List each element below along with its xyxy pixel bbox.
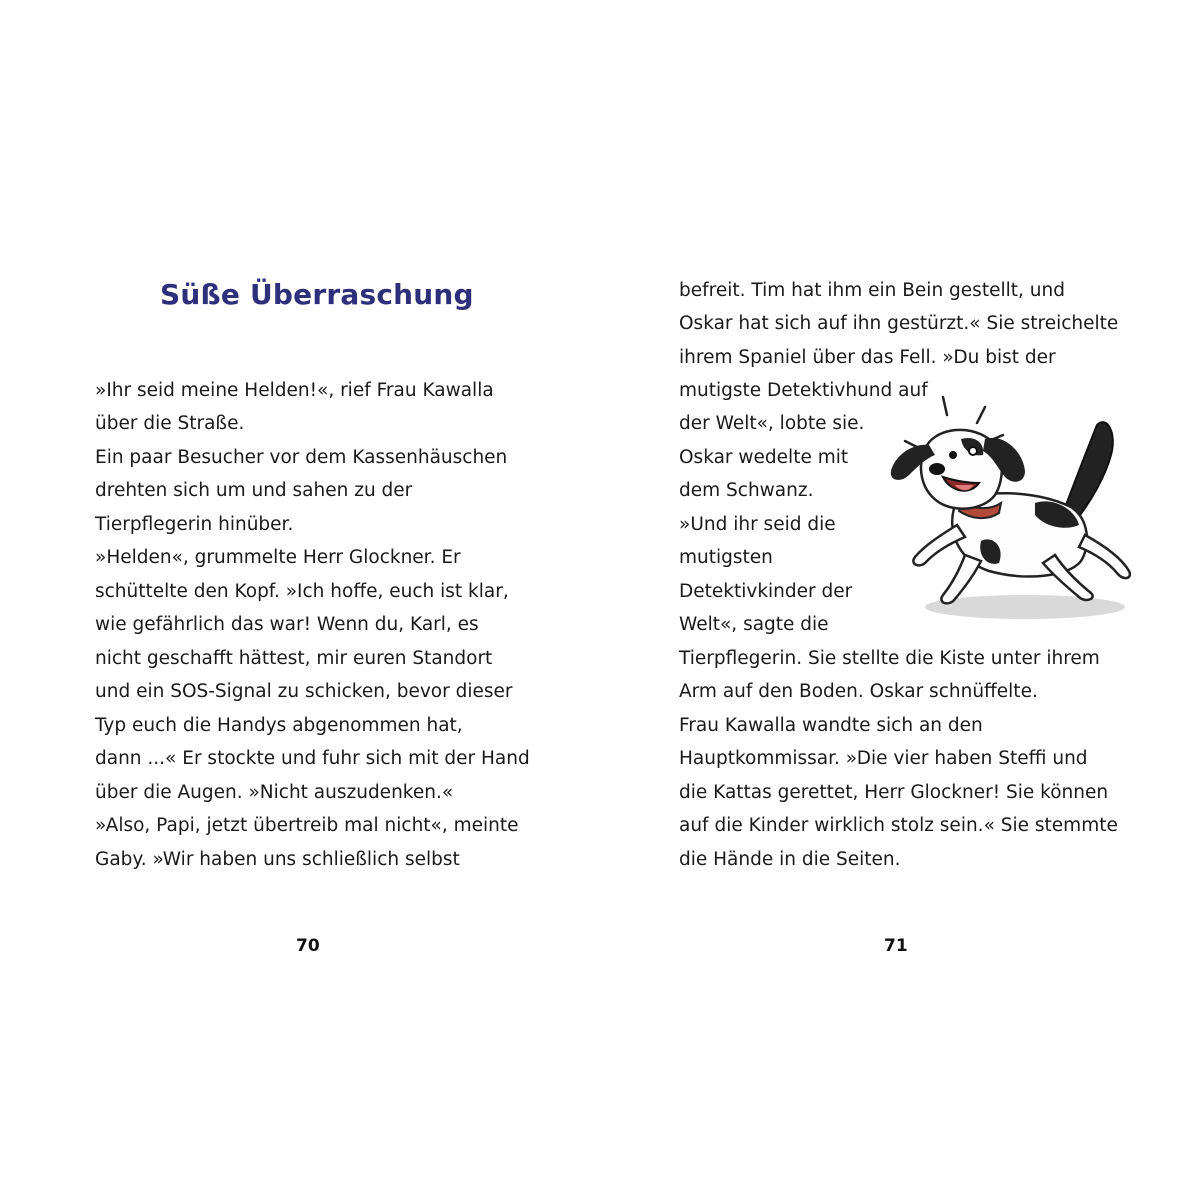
text-line: Tierpflegerin hinüber. <box>95 514 294 535</box>
text-line: dem Schwanz. <box>679 480 814 501</box>
text-line: Ein paar Besucher vor dem Kassenhäuschen <box>95 447 508 468</box>
text-line: Welt«, sagte die <box>679 614 829 635</box>
text-line: befreit. Tim hat ihm ein Bein gestellt, und <box>679 280 1065 301</box>
text-line: »Und ihr seid die <box>679 514 836 535</box>
text-line: Oskar hat sich auf ihn gestürzt.« Sie streichelte <box>679 313 1119 334</box>
text-line: mutigste Detektivhund auf <box>679 380 928 401</box>
text-line: über die Augen. »Nicht auszudenken.« <box>95 782 454 803</box>
text-line: Oskar wedelte mit <box>679 447 849 468</box>
dog-leg <box>1079 535 1130 578</box>
dog-eye <box>949 451 957 459</box>
text-line: nicht geschafft hättest, mir euren Standort <box>95 648 493 669</box>
text-line: die Hände in die Seiten. <box>679 849 901 870</box>
text-line: die Kattas gerettet, Herr Glockner! Sie können <box>679 782 1109 803</box>
text-line: »Helden«, grummelte Herr Glockner. Er <box>95 547 461 568</box>
text-line: auf die Kinder wirklich stolz sein.« Sie stemmte <box>679 815 1118 836</box>
dog-nose <box>929 463 945 475</box>
text-line: Frau Kawalla wandte sich an den <box>679 715 983 736</box>
text-line: der Welt«, lobte sie. <box>679 413 865 434</box>
text-line: Tierpflegerin. Sie stellte die Kiste unter ihrem <box>679 648 1100 669</box>
text-line: dann ...« Er stockte und fuhr sich mit der Hand <box>95 748 530 769</box>
dog-illustration <box>885 385 1145 625</box>
text-line: mutigsten <box>679 547 773 568</box>
text-line: Typ euch die Handys abgenommen hat, <box>95 715 463 736</box>
text-line: Arm auf den Boden. Oskar schnüffelte. <box>679 681 1038 702</box>
text-line: und ein SOS-Signal zu schicken, bevor dieser <box>95 681 513 702</box>
text-line: wie gefährlich das war! Wenn du, Karl, es <box>95 614 479 635</box>
page-number: 71 <box>884 936 908 956</box>
dog-leg <box>941 555 981 603</box>
text-line: »Ihr seid meine Helden!«, rief Frau Kawalla <box>95 380 494 401</box>
text-line: Detektivkinder der <box>679 581 853 602</box>
chapter-title: Süße Überraschung <box>160 278 474 311</box>
text-line: über die Straße. <box>95 413 245 434</box>
text-line: »Also, Papi, jetzt übertreib mal nicht«, meinte <box>95 815 519 836</box>
page-number: 70 <box>296 936 320 956</box>
right-page <box>600 0 1200 1200</box>
dog-eye <box>969 447 977 455</box>
text-line: drehten sich um und sahen zu der <box>95 480 413 501</box>
dog-tail <box>1063 422 1113 519</box>
text-line: ihrem Spaniel über das Fell. »Du bist der <box>679 347 1056 368</box>
text-line: Gaby. »Wir haben uns schließlich selbst <box>95 849 460 870</box>
text-line: Hauptkommissar. »Die vier haben Steffi und <box>679 748 1088 769</box>
text-line: schüttelte den Kopf. »Ich hoffe, euch ist klar, <box>95 581 509 602</box>
